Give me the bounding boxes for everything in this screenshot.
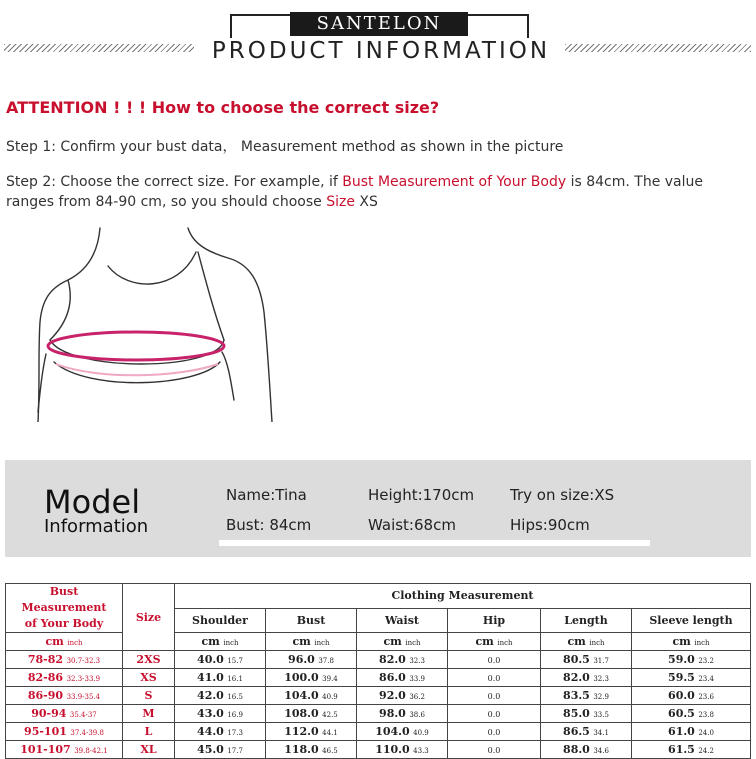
- model-heading: Model: [44, 483, 141, 521]
- table-row: [6, 669, 751, 687]
- model-panel-bar: [219, 540, 650, 546]
- shoulder-cell: 40.0 15.7: [175, 651, 266, 669]
- hip-cell: 0.0: [448, 651, 541, 669]
- model-height: Height:170cm: [368, 486, 475, 504]
- bust-range-cell: 95-101 37.4-39.8: [6, 723, 123, 741]
- col-bust: Bust: [266, 608, 357, 633]
- bust-range-cell: 86-90 33.9-35.4: [6, 687, 123, 705]
- unit-cell: cm inch: [448, 633, 541, 651]
- size-cell: M: [123, 705, 175, 723]
- length-cell: 80.5 31.7: [541, 651, 632, 669]
- table-row: [6, 687, 751, 705]
- length-cell: 83.5 32.9: [541, 687, 632, 705]
- length-cell: 82.0 32.3: [541, 669, 632, 687]
- bust-cell: 104.0 40.9: [266, 687, 357, 705]
- clothing-measurement-header: Clothing Measurement: [175, 584, 751, 609]
- bust-measure-line: [48, 332, 224, 360]
- sleeve-cell: 60.5 23.8: [632, 705, 751, 723]
- model-hips: Hips:90cm: [510, 516, 590, 534]
- unit-row: [6, 633, 751, 651]
- hip-cell: 0.0: [448, 741, 541, 759]
- bust-cell: 108.0 42.5: [266, 705, 357, 723]
- col-shoulder: Shoulder: [175, 608, 266, 633]
- unit-cell: cm inch: [357, 633, 448, 651]
- waist-cell: 82.0 32.3: [357, 651, 448, 669]
- size-cell: 2XS: [123, 651, 175, 669]
- hatch-divider-left: [4, 44, 194, 52]
- page-title: PRODUCT INFORMATION: [211, 38, 551, 64]
- bust-range-cell: 82-86 32.3-33.9: [6, 669, 123, 687]
- step-1-text: Step 1: Confirm your bust data， Measurement method as shown in the picture: [6, 139, 564, 155]
- model-tryon-size: Try on size:XS: [510, 486, 615, 504]
- shoulder-cell: 43.0 16.9: [175, 705, 266, 723]
- unit-cell: cm inch: [266, 633, 357, 651]
- sleeve-cell: 59.0 23.2: [632, 651, 751, 669]
- unit-cell: cm inch: [175, 633, 266, 651]
- col-sleeve-length: Sleeve length: [632, 608, 751, 633]
- length-cell: 85.0 33.5: [541, 705, 632, 723]
- size-cell: S: [123, 687, 175, 705]
- model-waist: Waist:68cm: [368, 516, 456, 534]
- length-cell: 88.0 34.6: [541, 741, 632, 759]
- hip-cell: 0.0: [448, 705, 541, 723]
- bust-cell: 100.0 39.4: [266, 669, 357, 687]
- sleeve-cell: 59.5 23.4: [632, 669, 751, 687]
- unit-cell: cm inch: [632, 633, 751, 651]
- size-cell: XS: [123, 669, 175, 687]
- bust-range-cell: 78-82 30.7-32.3: [6, 651, 123, 669]
- hip-cell: 0.0: [448, 687, 541, 705]
- hip-cell: 0.0: [448, 669, 541, 687]
- hatch-divider-right: [565, 44, 751, 52]
- model-subheading: Information: [44, 516, 149, 537]
- shoulder-cell: 42.0 16.5: [175, 687, 266, 705]
- sleeve-cell: 61.0 24.0: [632, 723, 751, 741]
- bust-measurement-illustration: [28, 222, 278, 422]
- col-hip: Hip: [448, 608, 541, 633]
- sleeve-cell: 60.0 23.6: [632, 687, 751, 705]
- waist-cell: 98.0 38.6: [357, 705, 448, 723]
- bust-range-cell: 90-94 35.4-37: [6, 705, 123, 723]
- brand-logo: SANTELON: [290, 12, 468, 36]
- step-2-part-1: Step 2: Choose the correct size. For example, if: [6, 174, 343, 190]
- waist-cell: 92.0 36.2: [357, 687, 448, 705]
- step-2-part-2: is 84cm. The value ranges from 84-90 cm, so you should choose: [6, 174, 704, 210]
- step-2-highlight-size: Size: [326, 194, 355, 210]
- table-row: [6, 705, 751, 723]
- bust-cell: 118.0 46.5: [266, 741, 357, 759]
- size-cell: XL: [123, 741, 175, 759]
- size-chart-table: [5, 583, 751, 759]
- bust-cell: 112.0 44.1: [266, 723, 357, 741]
- col-length: Length: [541, 608, 632, 633]
- step-2-highlight-bust: Bust Measurement of Your Body: [342, 174, 567, 190]
- shoulder-cell: 41.0 16.1: [175, 669, 266, 687]
- sleeve-cell: 61.5 24.2: [632, 741, 751, 759]
- table-row: [6, 723, 751, 741]
- unit-cell: cm inch: [541, 633, 632, 651]
- waist-cell: 110.0 43.3: [357, 741, 448, 759]
- size-cell: L: [123, 723, 175, 741]
- shoulder-cell: 45.0 17.7: [175, 741, 266, 759]
- bust-range-cell: 101-107 39.8-42.1: [6, 741, 123, 759]
- col-waist: Waist: [357, 608, 448, 633]
- shoulder-cell: 44.0 17.3: [175, 723, 266, 741]
- waist-cell: 104.0 40.9: [357, 723, 448, 741]
- attention-heading: ATTENTION ! ! ! How to choose the correct size?: [6, 98, 440, 117]
- unit-cell: cm inch: [6, 633, 123, 651]
- bust-measurement-header: Bust Measurement of Your Body: [6, 584, 123, 633]
- length-cell: 86.5 34.1: [541, 723, 632, 741]
- model-bust: Bust: 84cm: [226, 516, 312, 534]
- waist-cell: 86.0 33.9: [357, 669, 448, 687]
- bust-cell: 96.0 37.8: [266, 651, 357, 669]
- table-row: [6, 651, 751, 669]
- step-2-part-3: XS: [354, 194, 378, 210]
- model-name: Name:Tina: [226, 486, 307, 504]
- size-header: Size: [123, 584, 175, 651]
- hip-cell: 0.0: [448, 723, 541, 741]
- table-row: [6, 741, 751, 759]
- step-2-text: [6, 172, 746, 212]
